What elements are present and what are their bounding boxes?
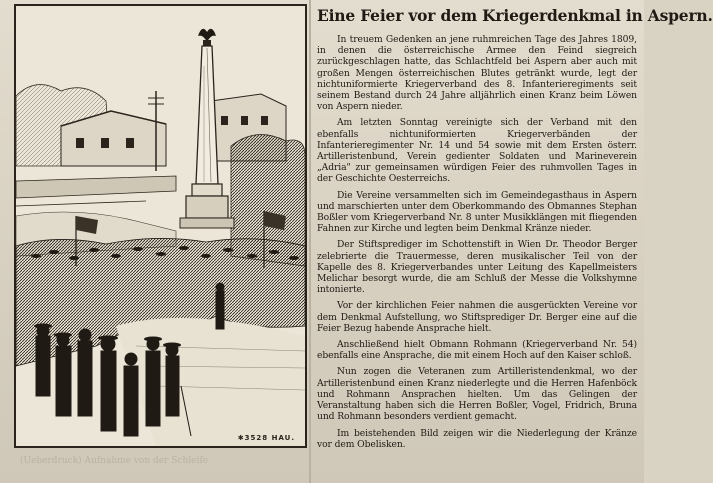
article-paragraph: Vor der kirchlichen Feier nahmen die ausgerückten Vereine vor dem Denkmal Aufstellung, wo Stiftsprediger Dr. Berger eine auf die Feier Bezug habende Ansprache hielt.	[317, 300, 637, 334]
bleed-through-text: (Ueberdruck) Aufnahme von der Schleife	[20, 456, 208, 466]
column-rule	[309, 0, 311, 483]
article-title: Eine Feier vor dem Kriegerdenkmal in Aspern.	[317, 6, 713, 25]
artist-signature: ✱3528 HAU.	[237, 434, 295, 442]
article-paragraph: Nun zogen die Veteranen zum Artilleristendenkmal, wo der Artilleristenbund einen Kranz niederlegte und die Herren Hafenböck und Rohmann Ansprachen hielten. Um das Gelingen der Veranstaltung haben sich die Herren Boßler, Vogel, Fridrich, Bruna und Rohmann besonders verdient gemacht.	[317, 366, 637, 423]
article-paragraph: Der Stiftsprediger im Schottenstift in Wien Dr. Theodor Berger zelebrierte die Trauermesse, deren musikalischer Teil von der Kapelle des 8. Kriegerverbandes unter Leitung des Kapellmeisters Melichar besorgt wurde, die am Schluß der Messe die Volkshymne intonierte.	[317, 239, 637, 296]
engraving	[16, 6, 305, 446]
article-paragraph: Am letzten Sonntag vereinigte sich der Verband mit den ebenfalls nichtuniformierten Kriegerverbänden der Infanterieregimenter Nr. 14 und 54 sowie mit dem Ersten österr. Artilleristenbund, Verein gedienter Soldaten und Marineverein „Adria" zur gemeinsamen würdigen Feier des ruhmvollen Tages in der Geschichte Oesterreichs.	[317, 117, 637, 185]
article	[317, 6, 713, 480]
article-paragraph: Anschließend hielt Obmann Rohmann (Kriegerverband Nr. 54) ebenfalls eine Ansprache, die mit einem Hoch auf den Kaiser schloß.	[317, 339, 637, 362]
article-paragraph: Die Vereine versammelten sich im Gemeindegasthaus in Aspern und marschierten unter dem Oberkommando des Obmannes Stephan Boßler vom Kriegerverband Nr. 8 unter Musikklängen mit fliegenden Fahnen zur Kirche und legten beim Denkmal Kränze nieder.	[317, 189, 637, 235]
article-paragraph: Im beistehenden Bild zeigen wir die Niederlegung der Kränze vor dem Obelisken.	[317, 427, 637, 450]
illustration-monument-ceremony	[14, 4, 307, 448]
article-paragraph: In treuem Gedenken an jene ruhmreichen Tage des Jahres 1809, in denen die österreichische Armee den Feind siegreich zurückgeschlagen hatte, das Schlachtfeld bei Aspern aber auch mit großen Mengen österreichischen Blutes getränkt wurde, legt der nichtuniformierte Kriegerverband des 8. Infanterieregiments seit seinem Bestand durch 24 Jahre alljährlich einen Kranz beim Löwen von Aspern nieder.	[317, 34, 637, 113]
